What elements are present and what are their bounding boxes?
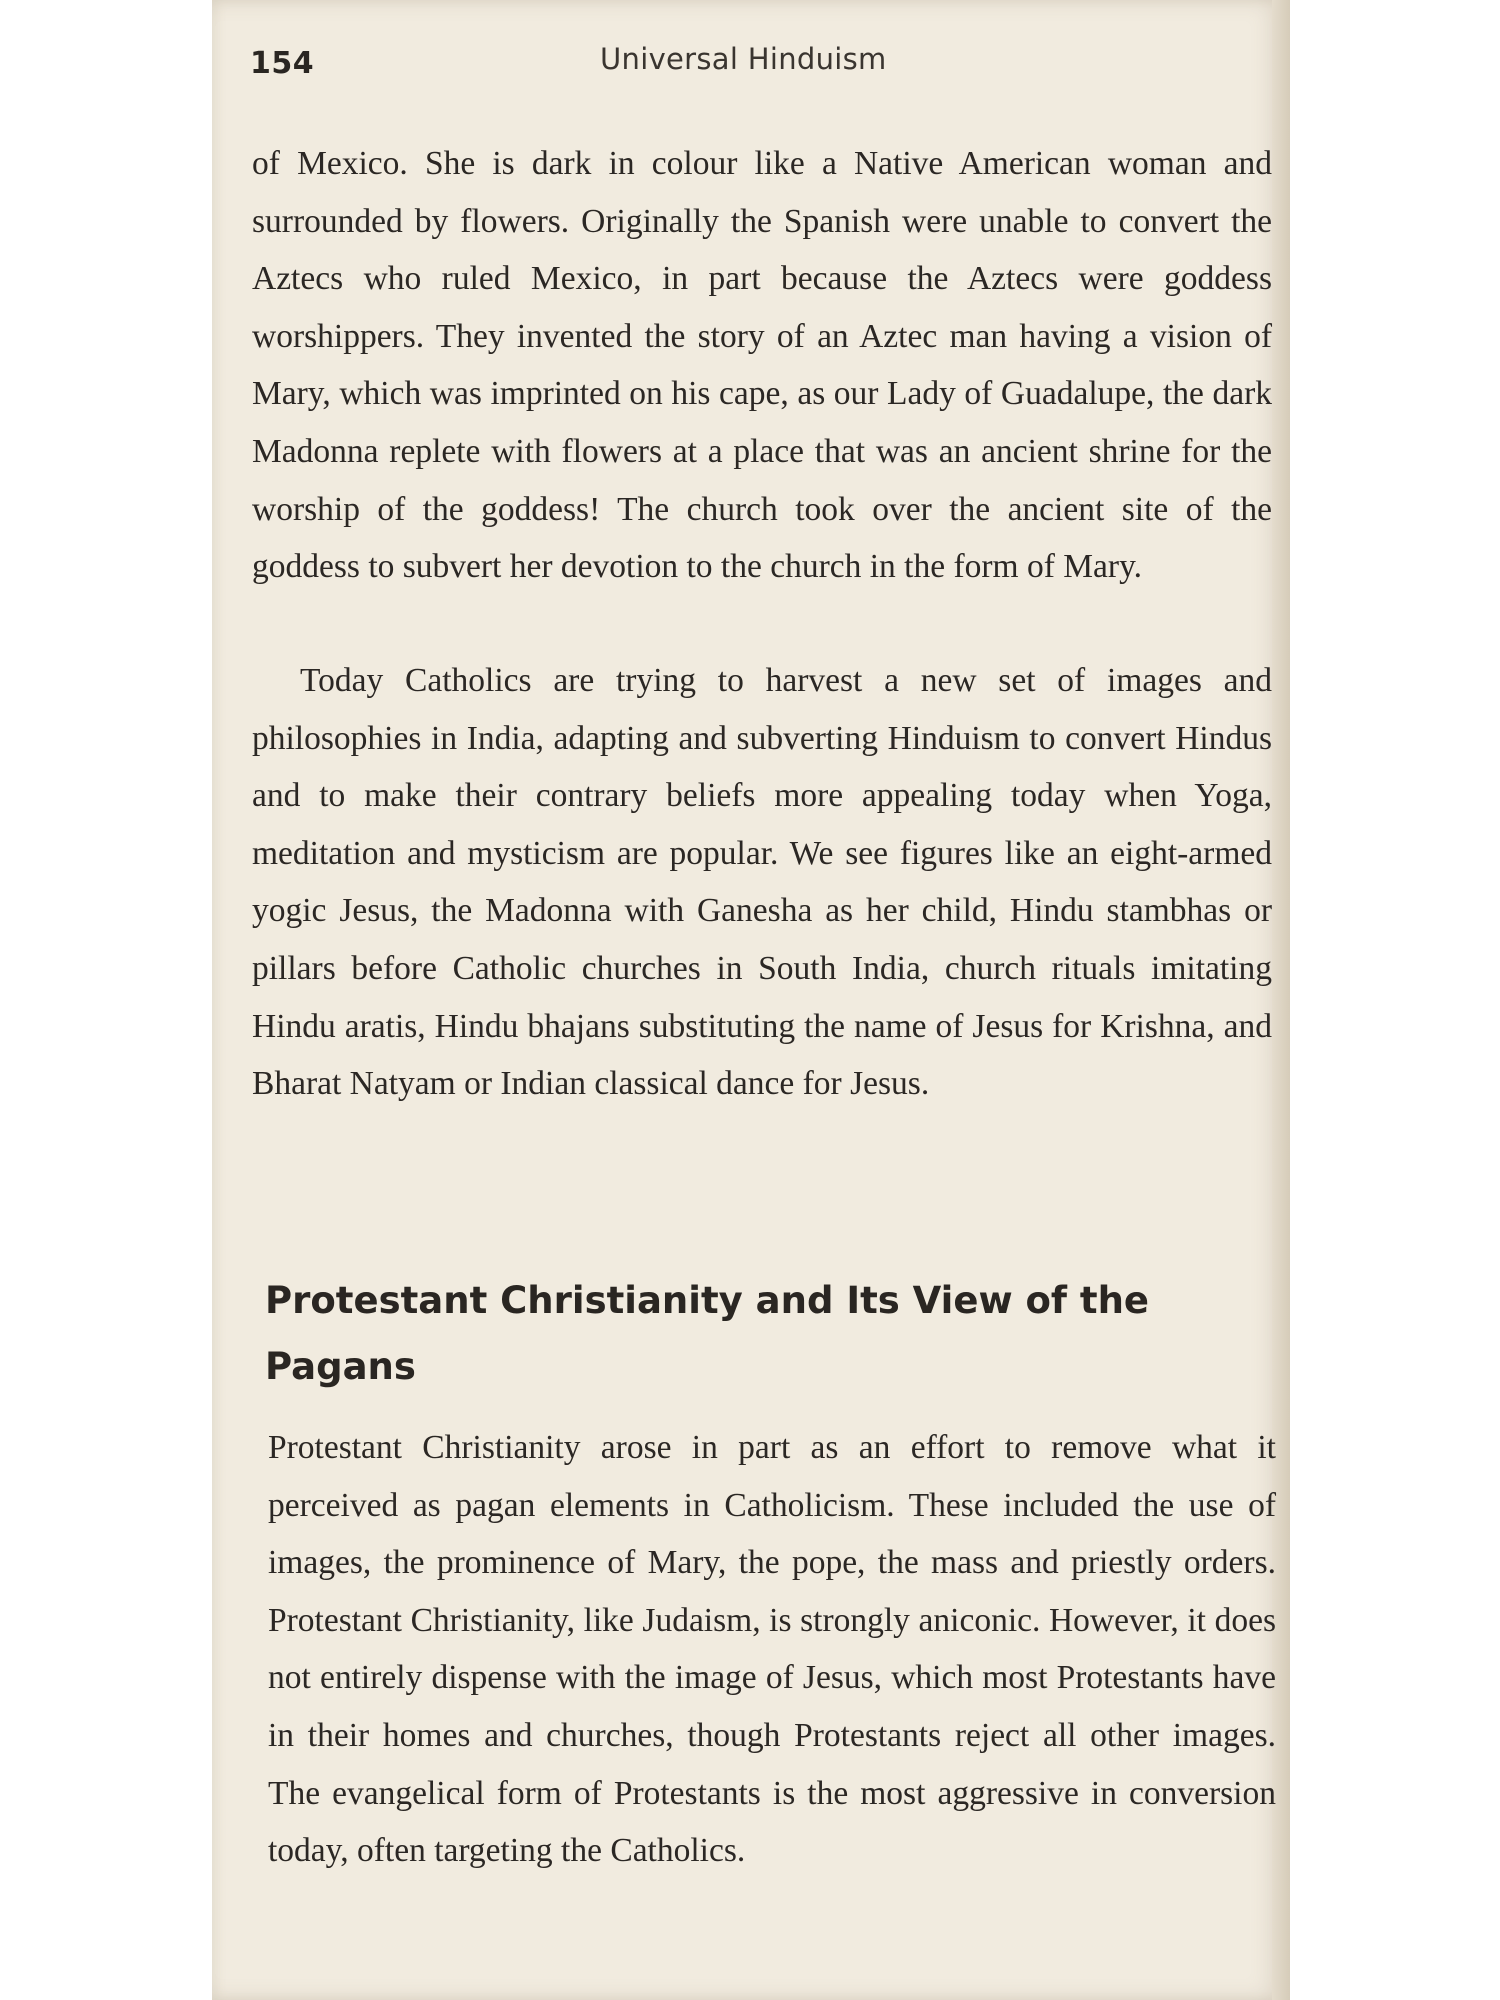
body-paragraph-2: Today Catholics are trying to harvest a new set of images and philosophies in India, adapting and subverting Hinduism to convert Hindus and to make their contrary beliefs more appealing today when Yoga, meditation and mysticism are popular. We see figures like an eight-armed yogic Jesus, the Madonna with Ganesha as her child, Hindu stambhas or pillars before Catholic churches in South India, church rituals imitating Hindu aratis, Hindu bhajans substituting the name of Jesus for Krishna, and Bharat Natyam or Indian classical dance for Jesus. [252, 662, 1272, 1103]
body-paragraph-1: of Mexico. She is dark in colour like a Native American woman and surrounded by flowers. Originally the Spanish were unable to convert the Aztecs who ruled Mexico, in part because the Aztecs were goddess worshippers. They invented the story of an Aztec man having a vision of Mary, which was imprinted on his cape, as our Lady of Guadalupe, the dark Madonna replete with flowers at a place that was an ancient shrine for the worship of the goddess! The church took over the ancient site of the goddess to subvert her devotion to the church in the form of Mary. [252, 145, 1272, 586]
running-head: Universal Hinduism [600, 42, 887, 76]
page-number: 154 [250, 46, 315, 81]
page-header [250, 40, 1260, 90]
section-heading: Protestant Christianity and Its View of the Pagans [265, 1279, 1150, 1388]
section-paragraph: Protestant Christianity arose in part as an effort to remove what it perceived as pagan elements in Catholicism. These included the use of images, the prominence of Mary, the pope, the mass and priestly orders. Protestant Christianity, like Judaism, is strongly aniconic. However, it does not entirely dispense with the image of Jesus, which most Protestants have in their homes and churches, though Protestants reject all other images. The evangelical form of Protestants is the most aggressive in conversion today, often targeting the Catholics. [268, 1429, 1276, 1870]
